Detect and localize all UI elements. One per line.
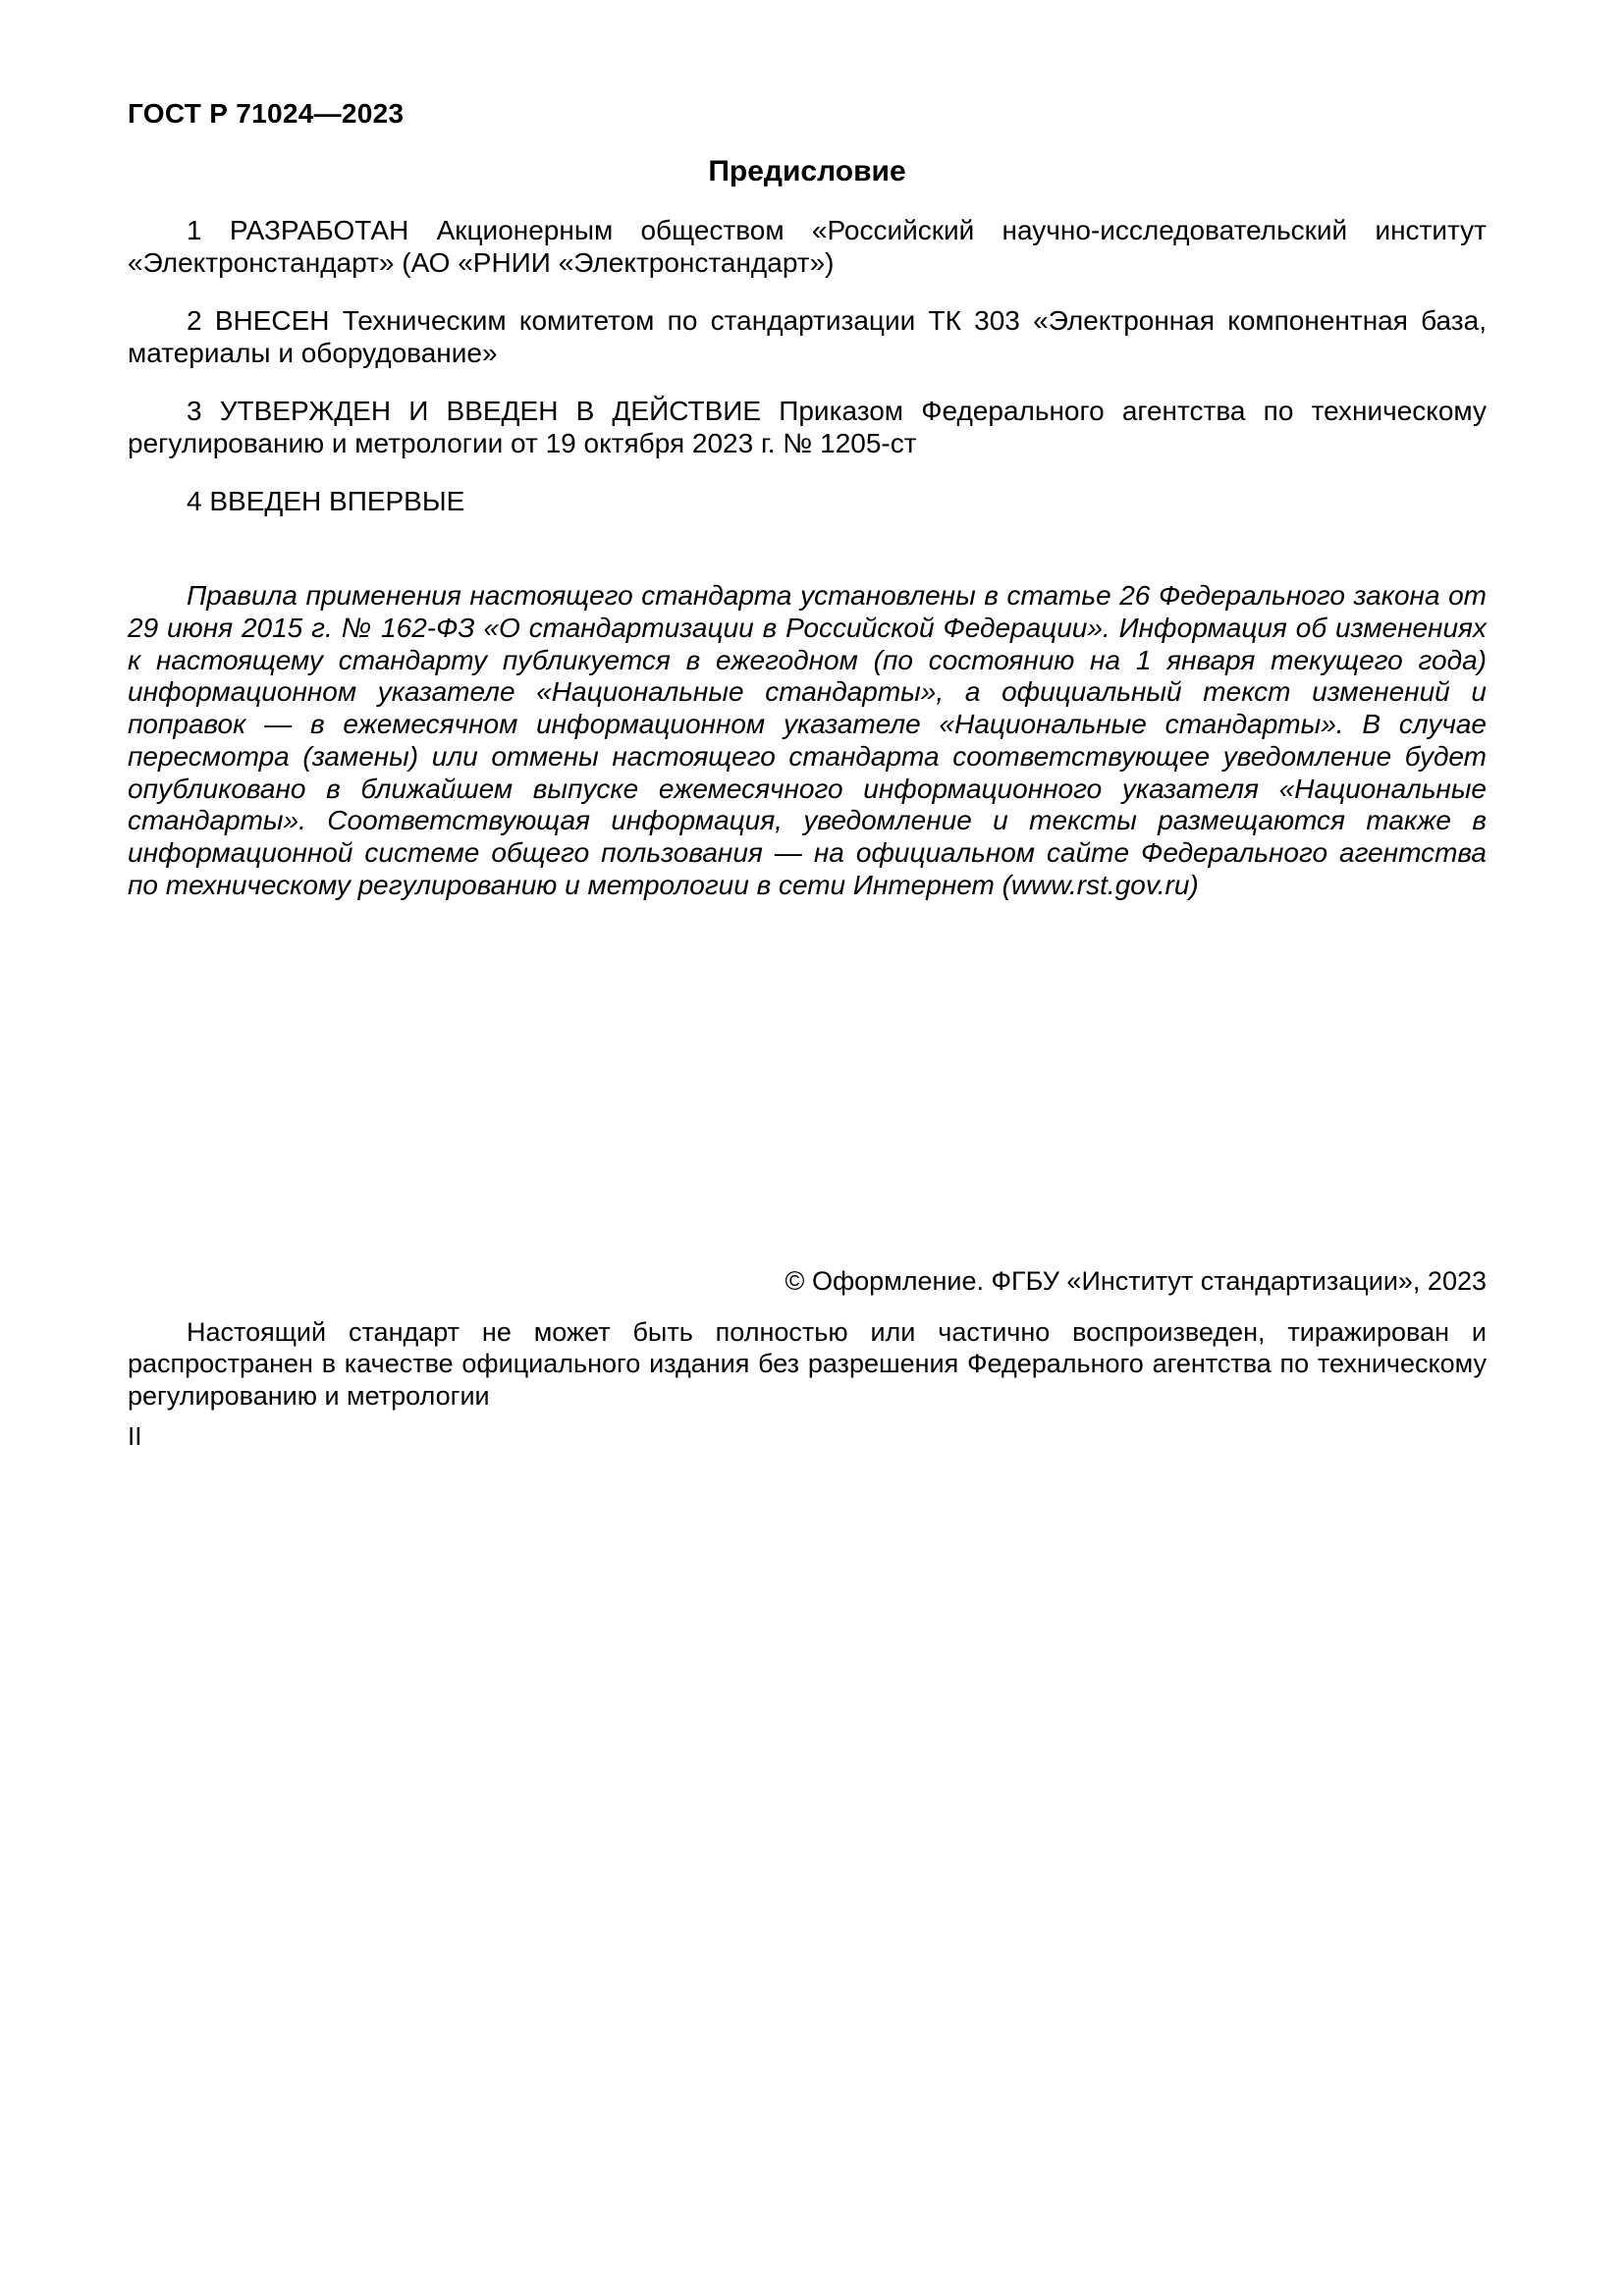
- reproduction-restriction-note: Настоящий стандарт не может быть полностью или частично воспроизведен, тиражирован и распространен в качестве официального издания без разрешения Федерального агентства по техническому регулированию и метрологии: [128, 1317, 1487, 1411]
- preface-title: Предисловие: [708, 155, 906, 187]
- document-code: ГОСТ Р 71024—2023: [128, 98, 405, 129]
- page-content: [128, 98, 1487, 902]
- preface-item-submitted: 2 ВНЕСЕН Техническим комитетом по стандартизации ТК 303 «Электронная компонентная база, материалы и оборудование»: [128, 305, 1487, 369]
- preface-item-developed: 1 РАЗРАБОТАН Акционерным обществом «Российский научно-исследовательский институт «Электронстандарт» (АО «РНИИ «Электронстандарт»): [128, 215, 1487, 279]
- legal-application-note: Правила применения настоящего стандарта установлены в статье 26 Федерального закона от 29 июня 2015 г. № 162-ФЗ «О стандартизации в Российской Федерации». Информация об изменениях к настоящему стандарту публикуется в ежегодном (по состоянию на 1 января текущего года) информационном указателе «Национальные стандарты», а официальный текст изменений и поправок — в ежемесячном информационном указателе «Национальные стандарты». В случае пересмотра (замены) или отмены настоящего стандарта соответствующее уведомление будет опубликовано в ближайшем выпуске ежемесячного информационного указателя «Национальные стандарты». Соответствующая информация, уведомление и тексты размещаются также в информационной системе общего пользования — на официальном сайте Федерального агентства по техническому регулированию и метрологии в сети Интернет (www.rst.gov.ru): [128, 580, 1487, 900]
- preface-item-approved: 3 УТВЕРЖДЕН И ВВЕДЕН В ДЕЙСТВИЕ Приказом Федерального агентства по техническому регулированию и метрологии от 19 октября 2023 г. № 1205-ст: [128, 396, 1487, 459]
- preface-item-first-edition: 4 ВВЕДЕН ВПЕРВЫЕ: [187, 486, 465, 517]
- copyright-notice: © Оформление. ФГБУ «Институт стандартизации», 2023: [785, 1266, 1487, 1296]
- page-footer: [128, 1266, 1487, 1452]
- page-number: II: [128, 1421, 142, 1452]
